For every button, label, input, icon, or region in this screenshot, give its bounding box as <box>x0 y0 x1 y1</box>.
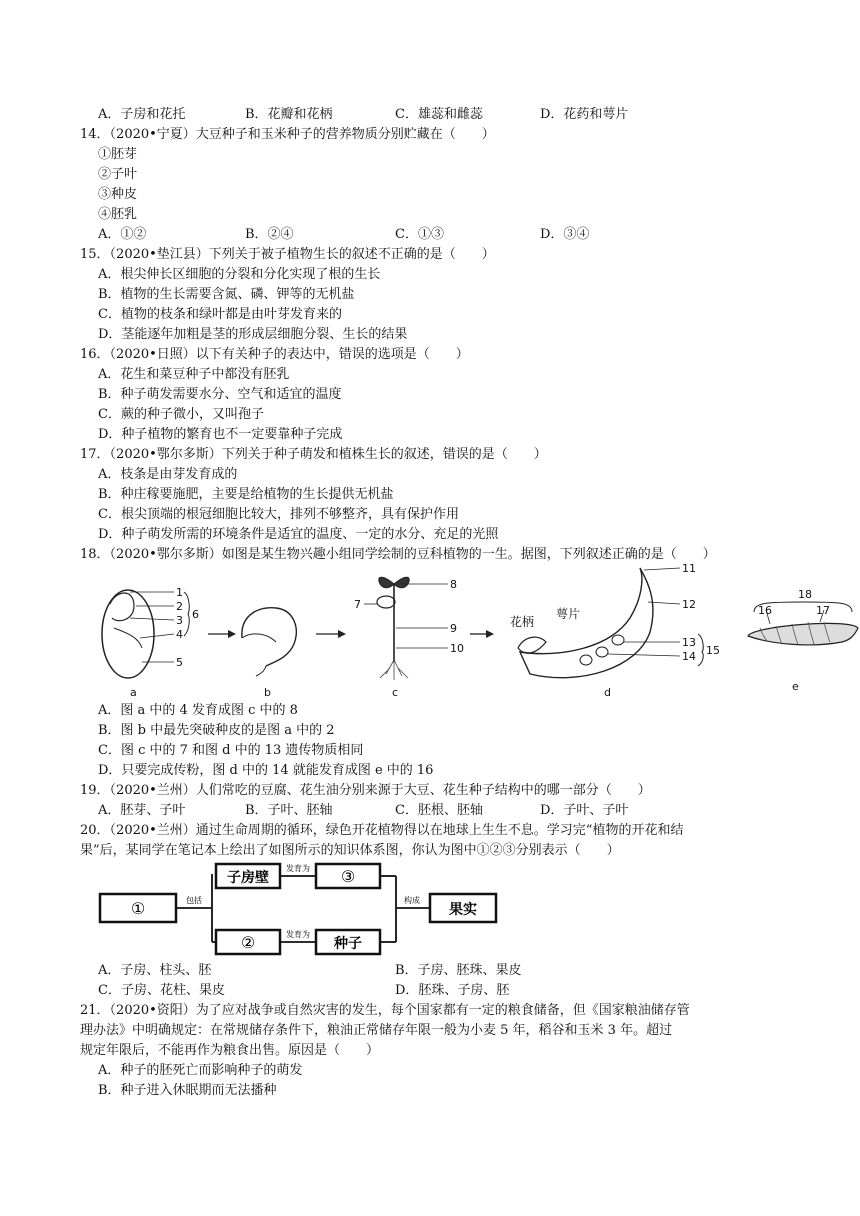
q21-option-b: B．种子进入休眠期而无法播种 <box>98 1083 277 1098</box>
diagram-box-2: ② <box>240 933 256 952</box>
q17-option-d: D．种子萌发所需的环境条件是适宜的温度、一定的水分、充足的光照 <box>98 527 499 542</box>
diagram-label-develop-1: 发育为 <box>286 864 310 873</box>
fig-num-6: 6 <box>192 608 199 621</box>
q20-stem-line1: 20．（2020•兰州）通过生命周期的循环，绿色开花植物得以在地球上生生不息。学习完“植物的开花和结 <box>80 823 684 838</box>
q20-option-b: B．子房、胚珠、果皮 <box>395 963 522 978</box>
fig-label-flower-stalk: 花柄 <box>510 615 535 629</box>
fig-num-2: 2 <box>176 600 183 613</box>
figure-c-seedling <box>354 577 464 699</box>
q18-option-b: B．图 b 中最先突破种皮的是图 a 中的 2 <box>98 723 335 738</box>
fig-num-12: 12 <box>682 598 696 611</box>
fig-label-e: e <box>792 680 799 693</box>
q14-option-c: C．①③ <box>395 227 444 242</box>
q18-stem: 18．（2020•鄂尔多斯）如图是某生物兴趣小组同学绘制的豆科植物的一生。据图，下列叙述正确的是（ ） <box>80 547 716 562</box>
fig-num-17: 17 <box>816 604 830 617</box>
q14-item: ①胚芽 <box>98 147 138 162</box>
fig-num-14: 14 <box>682 650 696 663</box>
q14-stem: 14．（2020•宁夏）大豆种子和玉米种子的营养物质分别贮藏在（ ） <box>80 127 495 142</box>
q16-option-a: A．花生和菜豆种子中都没有胚乳 <box>98 367 290 382</box>
diagram-box-fruit: 果实 <box>449 902 477 918</box>
q17-option-a: A．枝条是由芽发育成的 <box>98 467 238 482</box>
q17-stem: 17．（2020•鄂尔多斯）下列关于种子萌发和植株生长的叙述，错误的是（ ） <box>80 447 547 462</box>
q13-option-b: B．花瓣和花柄 <box>245 107 333 122</box>
fig-num-1: 1 <box>176 586 183 599</box>
fig-num-4: 4 <box>176 628 183 641</box>
diagram-label-develop-2: 发育为 <box>286 930 310 939</box>
q18-option-c: C．图 c 中的 7 和图 d 中的 13 遗传物质相同 <box>98 743 364 758</box>
diagram-box-1: ① <box>130 899 146 918</box>
q21-stem-line2: 理办法》中明确规定：在常规储存条件下，粮油正常储存年限一般为小麦 5 年，稻谷和玉米 3 年。超过 <box>80 1023 673 1038</box>
fig-num-5: 5 <box>176 656 183 669</box>
q13-option-d: D．花药和萼片 <box>540 107 629 122</box>
q15-option-d: D．茎能逐年加粗是茎的形成层细胞分裂、生长的结果 <box>98 327 408 342</box>
q19-option-c: C．胚根、胚轴 <box>395 803 483 818</box>
diagram-box-seed: 种子 <box>334 936 362 952</box>
q21-stem-line3: 规定年限后，不能再作为粮食出售。原因是（ ） <box>80 1043 380 1058</box>
q14-item: ②子叶 <box>98 167 138 182</box>
diagram-label-include: 包括 <box>186 896 202 905</box>
q20-option-a: A．子房、柱头、胚 <box>98 963 212 978</box>
q13-option-c: C．雄蕊和雌蕊 <box>395 107 483 122</box>
fig-label-a: a <box>130 686 137 699</box>
fig-num-11: 11 <box>682 562 696 575</box>
q15-option-b: B．植物的生长需要含氮、磷、钾等的无机盐 <box>98 287 355 302</box>
q20-knowledge-diagram <box>96 860 516 956</box>
figure-a-seed <box>102 586 199 699</box>
fig-label-c: c <box>392 686 399 699</box>
q19-stem: 19．（2020•兰州）人们常吃的豆腐、花生油分别来源于大豆、花生种子结构中的哪一部分（ ） <box>80 783 651 798</box>
diagram-box-ovary-wall: 子房壁 <box>227 870 269 886</box>
q16-option-c: C．蕨的种子微小，又叫孢子 <box>98 407 264 422</box>
q20-option-c: C．子房、花柱、果皮 <box>98 983 225 998</box>
fig-num-16: 16 <box>758 604 772 617</box>
q19-option-a: A．胚芽、子叶 <box>98 803 186 818</box>
fig-num-8: 8 <box>450 578 457 591</box>
diagram-box-3: ③ <box>340 867 356 886</box>
q16-stem: 16．（2020•日照）以下有关种子的表达中，错误的选项是（ ） <box>80 347 469 362</box>
q18-option-a: A．图 a 中的 4 发育成图 c 中的 8 <box>98 703 298 718</box>
fig-label-sepal: 萼片 <box>556 607 581 621</box>
q14-item: ④胚乳 <box>98 207 138 222</box>
q18-plant-lifecycle-figure <box>90 562 860 702</box>
q17-option-b: B．种庄稼要施肥，主要是给植物的生长提供无机盐 <box>98 487 394 502</box>
fig-label-d: d <box>604 686 611 699</box>
fig-num-18: 18 <box>798 588 812 601</box>
q13-option-a: A．子房和花托 <box>98 107 186 122</box>
q14-item: ③种皮 <box>98 187 138 202</box>
fig-num-13: 13 <box>682 636 696 649</box>
q14-option-a: A．①② <box>98 227 147 242</box>
fig-num-15: 15 <box>706 644 720 657</box>
q19-option-b: B．子叶、胚轴 <box>245 803 333 818</box>
figure-d-pod <box>510 562 720 699</box>
fig-num-7: 7 <box>354 598 361 611</box>
q14-option-d: D．③④ <box>540 227 590 242</box>
q20-stem-line2: 果”后，某同学在笔记本上绘出了如图所示的知识体系图，你认为图中①②③分别表示（ ） <box>80 843 620 858</box>
q15-option-a: A．根尖伸长区细胞的分裂和分化实现了根的生长 <box>98 267 381 282</box>
fig-num-10: 10 <box>450 642 464 655</box>
q19-option-d: D．子叶、子叶 <box>540 803 629 818</box>
fig-num-3: 3 <box>176 614 183 627</box>
figure-e-pod-seeds <box>748 588 858 693</box>
q16-option-d: D．种子植物的繁育也不一定要靠种子完成 <box>98 427 343 442</box>
q18-option-d: D．只要完成传粉，图 d 中的 14 就能发育成图 e 中的 16 <box>98 763 434 778</box>
q16-option-b: B．种子萌发需要水分、空气和适宜的温度 <box>98 387 342 402</box>
q14-option-b: B．②④ <box>245 227 294 242</box>
q20-option-d: D．胚珠、子房、胚 <box>395 983 510 998</box>
fig-label-b: b <box>264 686 271 699</box>
q21-stem-line1: 21．（2020•资阳）为了应对战争或自然灾害的发生，每个国家都有一定的粮食储备，但《国家粮油储存管 <box>80 1003 690 1018</box>
fig-num-9: 9 <box>450 622 457 635</box>
q15-option-c: C．植物的枝条和绿叶都是由叶芽发育来的 <box>98 307 342 322</box>
figure-b-germinating-seed <box>242 608 296 699</box>
diagram-label-form: 构成 <box>404 896 420 905</box>
q17-option-c: C．根尖顶端的根冠细胞比较大，排列不够整齐，具有保护作用 <box>98 507 459 522</box>
q21-option-a: A．种子的胚死亡而影响种子的萌发 <box>98 1063 303 1078</box>
q15-stem: 15．（2020•垫江县）下列关于被子植物生长的叙述不正确的是（ ） <box>80 247 495 262</box>
